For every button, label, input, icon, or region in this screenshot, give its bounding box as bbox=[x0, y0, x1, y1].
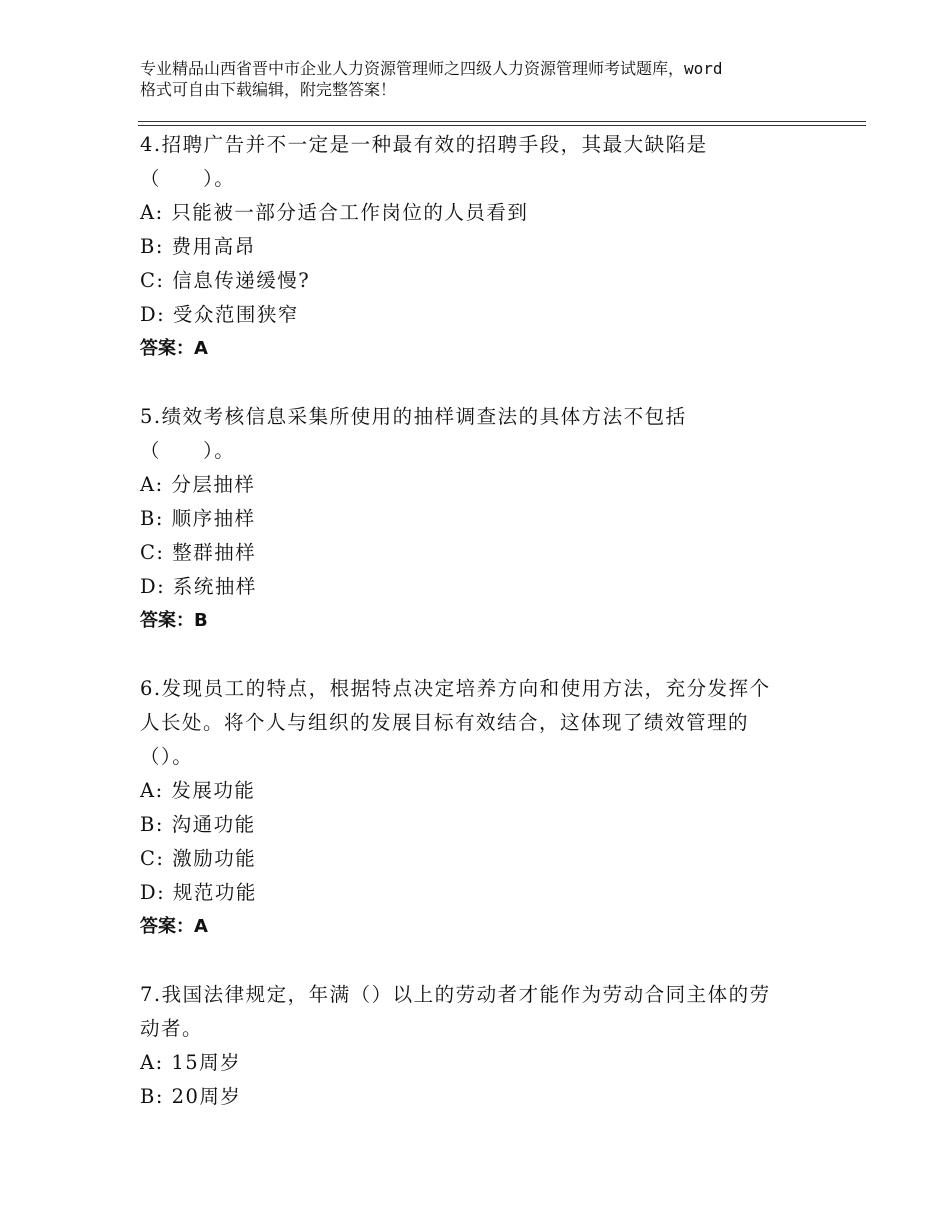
question-stem-line: 7.我国法律规定，年满（）以上的劳动者才能作为劳动合同主体的劳 bbox=[140, 983, 771, 1006]
option-a: A: 发展功能 bbox=[140, 779, 256, 802]
question-stem-line: （ ）。 bbox=[140, 167, 236, 190]
header-line-1: 专业精品山西省晋中市企业人力资源管理师之四级人力资源管理师考试题库，word bbox=[140, 59, 723, 78]
question-stem-line: 6.发现员工的特点，根据特点决定培养方向和使用方法，充分发挥个 bbox=[140, 677, 771, 700]
option-c: C: 信息传递缓慢? bbox=[140, 269, 311, 292]
option-b: B: 沟通功能 bbox=[140, 813, 256, 836]
question-6 bbox=[140, 672, 840, 944]
header-divider-thin bbox=[138, 121, 866, 122]
question-stem-line: 动者。 bbox=[140, 1017, 204, 1040]
header-line-2: 格式可自由下载编辑，附完整答案！ bbox=[140, 80, 397, 99]
question-stem-line: （ ）。 bbox=[140, 439, 236, 462]
question-stem-line: 人长处。将个人与组织的发展目标有效结合，这体现了绩效管理的 bbox=[140, 711, 750, 734]
answer-line: 答案：A bbox=[140, 338, 208, 359]
question-list bbox=[140, 128, 840, 1114]
option-d: D: 受众范围狭窄 bbox=[140, 303, 299, 326]
option-c: C: 整群抽样 bbox=[140, 541, 257, 564]
option-b: B: 费用高昂 bbox=[140, 235, 256, 258]
answer-line: 答案：B bbox=[140, 610, 208, 631]
question-stem-line: 4.招聘广告并不一定是一种最有效的招聘手段，其最大缺陷是 bbox=[140, 133, 708, 156]
question-7 bbox=[140, 978, 840, 1114]
option-b: B: 顺序抽样 bbox=[140, 507, 256, 530]
option-a: A: 分层抽样 bbox=[140, 473, 256, 496]
option-a: A: 只能被一部分适合工作岗位的人员看到 bbox=[140, 201, 529, 224]
option-d: D: 规范功能 bbox=[140, 881, 257, 904]
question-stem-line: （）。 bbox=[140, 745, 194, 768]
option-a: A: 15周岁 bbox=[140, 1051, 242, 1074]
question-spacer bbox=[140, 944, 840, 978]
option-c: C: 激励功能 bbox=[140, 847, 257, 870]
question-stem-line: 5.绩效考核信息采集所使用的抽样调查法的具体方法不包括 bbox=[140, 405, 687, 428]
question-5 bbox=[140, 400, 840, 638]
option-b: B: 20周岁 bbox=[140, 1085, 242, 1108]
header-divider-thick bbox=[138, 125, 866, 126]
question-spacer bbox=[140, 366, 840, 400]
option-d: D: 系统抽样 bbox=[140, 575, 257, 598]
document-header bbox=[140, 58, 840, 100]
question-spacer bbox=[140, 638, 840, 672]
question-4 bbox=[140, 128, 840, 366]
answer-line: 答案：A bbox=[140, 916, 208, 937]
